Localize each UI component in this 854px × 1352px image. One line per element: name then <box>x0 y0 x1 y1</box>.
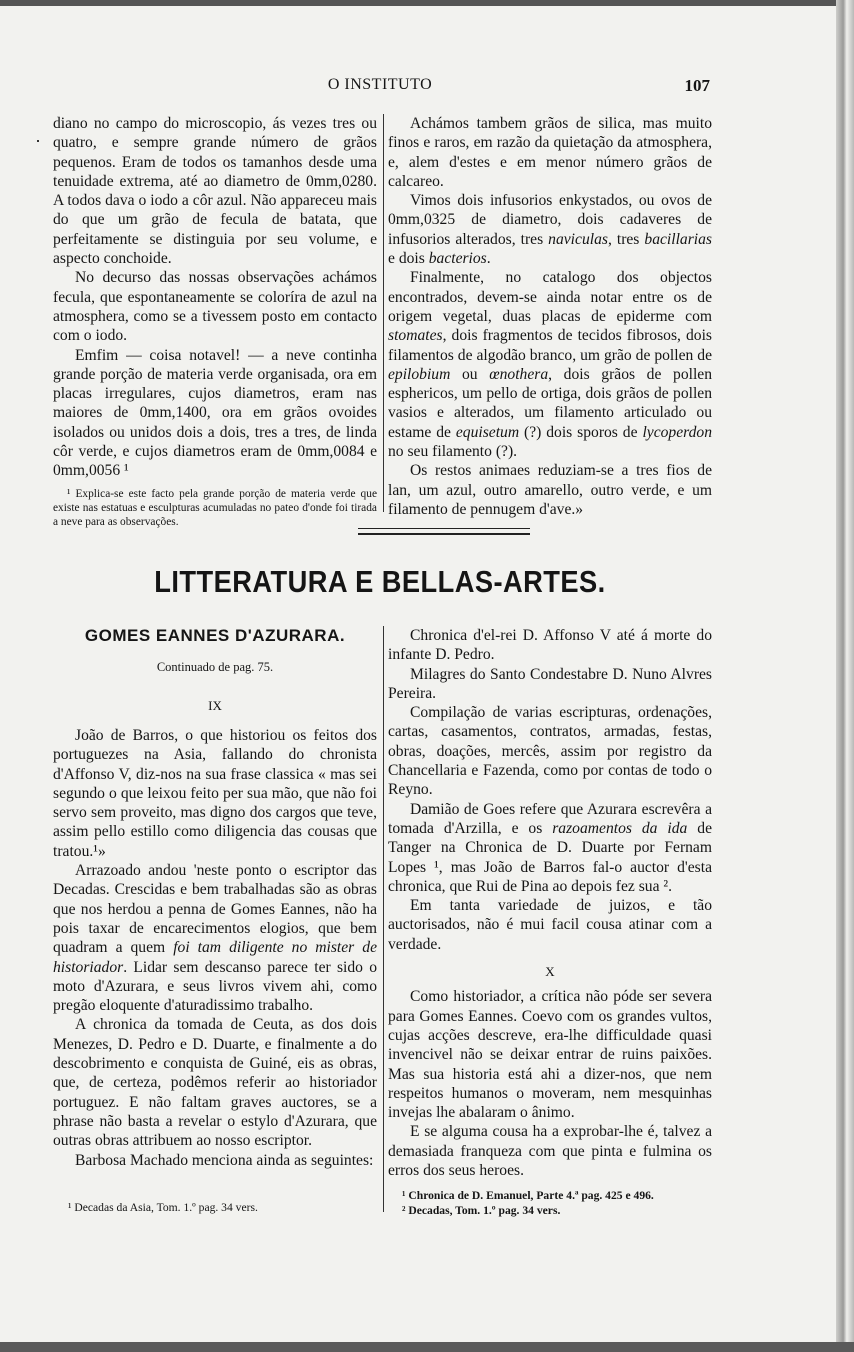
continued-note: Continuado de pag. 75. <box>156 660 274 674</box>
chapter-heading-x: X <box>545 964 555 980</box>
footnote: ¹ Decadas da Asia, Tom. 1.º pag. 34 vers. <box>68 1201 258 1214</box>
paragraph: Damião de Goes refere que Azurara escrevêra a tomada d'Arzilla, e os razoamentos da ida de Tanger na Chronica de D. Duarte por Fernam Lopes ¹, mas João de Barros fal-o auctor d'esta chronica, que Rui de Pina ao depois fez sua ². <box>388 800 712 895</box>
footnotes-right <box>402 1188 722 1218</box>
footnote-text: ¹ Explica-se este facto pela grande porção de materia verde que existe nas estatuas e esculpturas acumuladas no pateo d'onde foi tirada a neve para as observações. <box>53 487 377 528</box>
section-title: LITTERATURA E BELLAS-ARTES. <box>154 564 606 599</box>
paragraph: Em tanta variedade de juizos, e tão auctorisados, não é mui facil cousa atinar com a verdade. <box>388 897 712 953</box>
paragraph: Os restos animaes reduziam-se a tres fios de lan, um azul, outro amarello, outro verde, e um filamento de pennugem d'ave.» <box>388 462 712 518</box>
running-title: O INSTITUTO <box>327 76 433 93</box>
bottom-left-column <box>53 726 377 1170</box>
paragraph: Finalmente, no catalogo dos objectos encontrados, devem-se ainda notar entre os de origem vegetal, duas placas de epiderme com stomates, dois fragmentos de tecidos fibrosos, dois filamentos de algodão branco, um grão de pollen de epilobium ou œnothera, dois grãos de pollen esphericos, um pello de ortiga, dois grãos de pollen vasios e alterados, um filamento articulado ou estame de equisetum (?) dois sporos de lycoperdon no seu filamento (?). <box>388 269 713 461</box>
column-divider-bottom <box>383 626 384 1212</box>
paragraph: João de Barros, o que historiou os feitos dos portuguezes na Asia, fallando do chronista d'Affonso V, diz-nos na sua frase classica « mas sei segundo o que leixou feito per sua mão, que não foi servo sem proveito, mas digno dos cargos que teve, assim pello estillo como diligencia das cousas que tratou.¹» <box>53 727 377 860</box>
footnote-text: ² Decadas, Tom. 1.º pag. 34 vers. <box>402 1204 561 1217</box>
paragraph: Emfim — coisa notavel! — a neve continha grande porção de materia verde organisada, ora em placas irregulares, cujos diametros, eram nas maiores de 0mm,1400, ora em grãos ovoides isolados ou unidos dois a dois, tres a tres, de linda côr verde, e cujos diametros eram de 0mm,0084 e 0mm,0056 ¹ <box>53 346 377 480</box>
column-divider-top <box>383 114 384 512</box>
top-right-column <box>388 114 712 519</box>
chapter-heading-ix: IX <box>208 698 222 713</box>
paragraph: Como historiador, a crítica não póde ser severa para Gomes Eannes. Coevo com os grandes vultos, cujas acções descreve, era-lhe difficuldade quasi invencivel não se deixar entrar de ruins paixões. Mas sua historia está ahi a dizer-nos, que nem respeitos humanos o moveram, nem mesquinhas invejas lhe abalaram o ânimo. <box>388 988 712 1122</box>
scan-bottom-edge <box>0 1342 854 1352</box>
page-number: 107 <box>684 76 710 95</box>
page-edge <box>836 0 854 1352</box>
paragraph: Vimos dois infusorios enkystados, ou ovos de 0mm,0325 de diametro, dois cadaveres de infusorios alterados, tres naviculas, tres bacillarias e dois bacterios. <box>388 192 712 268</box>
paragraph: A chronica da tomada de Ceuta, as dos dois Menezes, D. Pedro e D. Duarte, e finalmente a do descobrimento e conquista de Guiné, eis as obras, que, de certeza, podêmos referir ao historiador portuguez. E não faltam graves auctores, se a phrase não basta a revelar o estylo d'Azurara, que outras obras attribuem ao nosso escriptor. <box>53 1016 377 1150</box>
footnote <box>53 487 377 529</box>
page-header <box>0 76 836 98</box>
paragraph: No decurso das nossas observações achámos fecula, que espontaneamente se coloríra de azul na atmosphera, como se a tivessem posto em contacto com o iodo. <box>53 269 377 345</box>
section-rule <box>358 528 530 535</box>
paragraph: Arrazoado andou 'neste ponto o escriptor das Decadas. Crescidas e bem trabalhadas são as obras que nos herdou a penna de Gomes Eannes, não ha pois taxar de encarecimentos elogios, que bem quadram a quem foi tam diligente no mister de historiador. Lidar sem descanso parece ter sido o moto d'Azurara, e seus livros vivem ahi, como pregão eloquente d'aturadissimo trabalho. <box>53 862 377 1015</box>
paragraph: Barbosa Machado menciona ainda as seguintes: <box>75 1151 374 1169</box>
top-left-column <box>53 114 377 529</box>
paragraph: E se alguma cousa ha a exprobar-lhe é, talvez a demasiada franqueza com que pinta e fulmina os erros dos seus heroes. <box>388 1123 712 1180</box>
article-title: GOMES EANNES D'AZURARA. <box>84 626 346 645</box>
bottom-right-column <box>388 626 712 1180</box>
paragraph: Chronica d'el-rei D. Affonso V até á morte do infante D. Pedro. <box>388 627 712 664</box>
paragraph: Milagres do Santo Condestabre D. Nuno Alvres Pereira. <box>388 665 712 702</box>
paragraph: Achámos tambem grãos de silica, mas muito finos e raros, em razão da quietação da atmosphera, e, alem d'estes e em menor número grãos de calcareo. <box>388 115 712 190</box>
margin-mark <box>37 140 39 142</box>
paragraph: diano no campo do microscopio, ás vezes tres ou quatro, e sempre grande número de grãos pequenos. Eram de todos os tamanhos desde uma tenuidade extrema, até ao diametro de 0mm,0280. A todos dava o iodo a côr azul. Não appareceu mais do que um grão de fecula de batata, que perfeitamente se distinguia por seu volume, e aspecto conchoide. <box>53 115 377 268</box>
paragraph: Compilação de varias escripturas, ordenações, cartas, casamentos, contratos, armadas, festas, obras, doações, mercês, assim por registro da Chancellaria e Fazenda, como por contas de todo o Reyno. <box>388 704 712 799</box>
footnote-text: ¹ Chronica de D. Emanuel, Parte 4.ª pag. 425 e 496. <box>402 1189 654 1202</box>
